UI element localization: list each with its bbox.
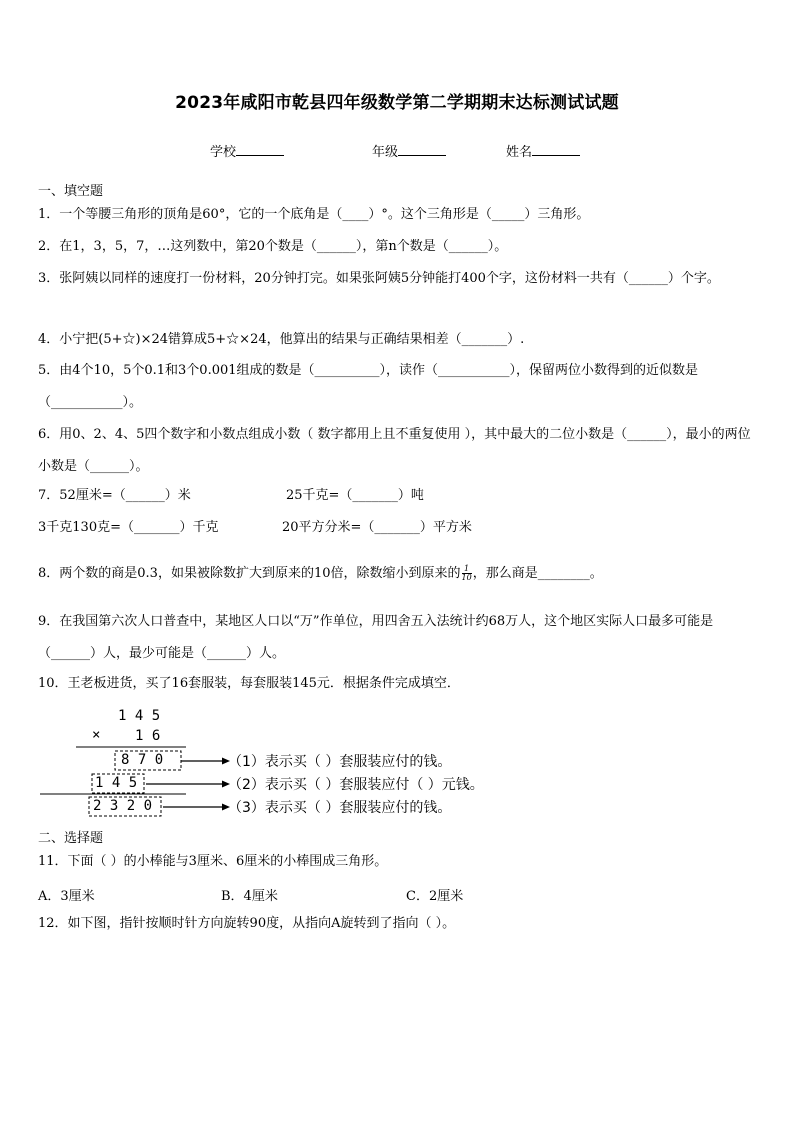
fraction-numerator: 1 — [462, 565, 472, 574]
grade-field — [372, 141, 446, 160]
fraction-denominator: 10 — [461, 573, 472, 582]
product-2320: 2 3 2 0 — [93, 798, 153, 814]
q11-option-c: C．2厘米 — [406, 889, 464, 904]
question-4: 4．小宁把(5+☆)×24错算成5+☆×24，他算出的结果与正确结果相差（_______）. — [38, 332, 525, 347]
question-8-text-after: ，那么商是________。 — [472, 566, 603, 581]
question-8-text-before: 8．两个数的商是0.3，如果被除数扩大到原来的10倍，除数缩小到原来的 — [38, 566, 461, 581]
partial-product-145: 1 4 5 — [95, 775, 138, 791]
school-field — [210, 141, 284, 160]
section-heading-fill-blank: 一、填空题 — [38, 184, 104, 199]
grade-blank — [398, 143, 446, 156]
question-7b: 25千克=（_______）吨 — [286, 488, 424, 503]
question-2: 2．在1，3，5，7，…这列数中，第20个数是（______），第n个数是（______）。 — [38, 239, 508, 254]
multiplication-diagram — [38, 706, 598, 818]
explanation-1: （1）表示买（ ）套服装应付的钱。 — [228, 754, 452, 770]
partial-product-870: 8 7 0 — [121, 752, 164, 768]
explanation-3: （3）表示买（ ）套服装应付的钱。 — [228, 800, 452, 816]
q11-option-a: A．3厘米 — [38, 889, 95, 904]
school-blank — [236, 143, 284, 156]
question-1: 1．一个等腰三角形的顶角是60°，它的一个底角是（____）°。这个三角形是（_____）三角形。 — [38, 207, 590, 222]
explanation-2: （2）表示买（ ）套服装应付（ ）元钱。 — [228, 777, 484, 793]
question-5: 5．由4个10，5个0.1和3个0.001组成的数是（__________），读作（___________），保留两位小数得到的近似数是（___________）。 — [38, 363, 699, 410]
q11-option-b: B．4厘米 — [221, 889, 278, 904]
section-heading-choice: 二、选择题 — [38, 831, 104, 846]
times-sign: × — [92, 727, 101, 743]
question-3: 3．张阿姨以同样的速度打一份材料，20分钟打完。如果张阿姨5分钟能打400个字，这份材料一共有（______）个字。 — [38, 271, 720, 286]
question-7a: 7．52厘米=（______）米 — [38, 488, 191, 503]
fraction-one-tenth — [462, 565, 472, 582]
school-label: 学校 — [210, 145, 237, 160]
multiplicand: 1 4 5 — [118, 708, 161, 724]
grade-label: 年级 — [372, 145, 399, 160]
question-7c: 3千克130克=（_______）千克 — [38, 520, 219, 535]
multiplier: 1 6 — [135, 728, 161, 744]
question-9: 9．在我国第六次人口普查中，某地区人口以“万”作单位，用四舍五入法统计约68万人，这个地区实际人口最多可能是（______）人，最少可能是（______）人。 — [38, 614, 714, 661]
question-11: 11．下面（ ）的小棒能与3厘米、6厘米的小棒围成三角形。 — [38, 854, 388, 869]
question-6: 6．用0、2、4、5四个数字和小数点组成小数（ 数字都用上且不重复使用 ），其中最大的二位小数是（______），最小的两位小数是（______）。 — [38, 427, 751, 474]
name-blank — [532, 143, 580, 156]
page-title: 2023年咸阳市乾县四年级数学第二学期期末达标测试试题 — [175, 93, 619, 113]
question-10: 10．王老板进货，买了16套服装，每套服装145元．根据条件完成填空． — [38, 676, 460, 691]
question-12: 12．如下图，指针按顺时针方向旋转90度，从指向A旋转到了指向（ ）。 — [38, 916, 456, 931]
name-field — [506, 141, 580, 160]
name-label: 姓名 — [506, 145, 533, 160]
question-8 — [38, 564, 758, 584]
question-7d: 20平方分米=（_______）平方米 — [282, 520, 472, 535]
